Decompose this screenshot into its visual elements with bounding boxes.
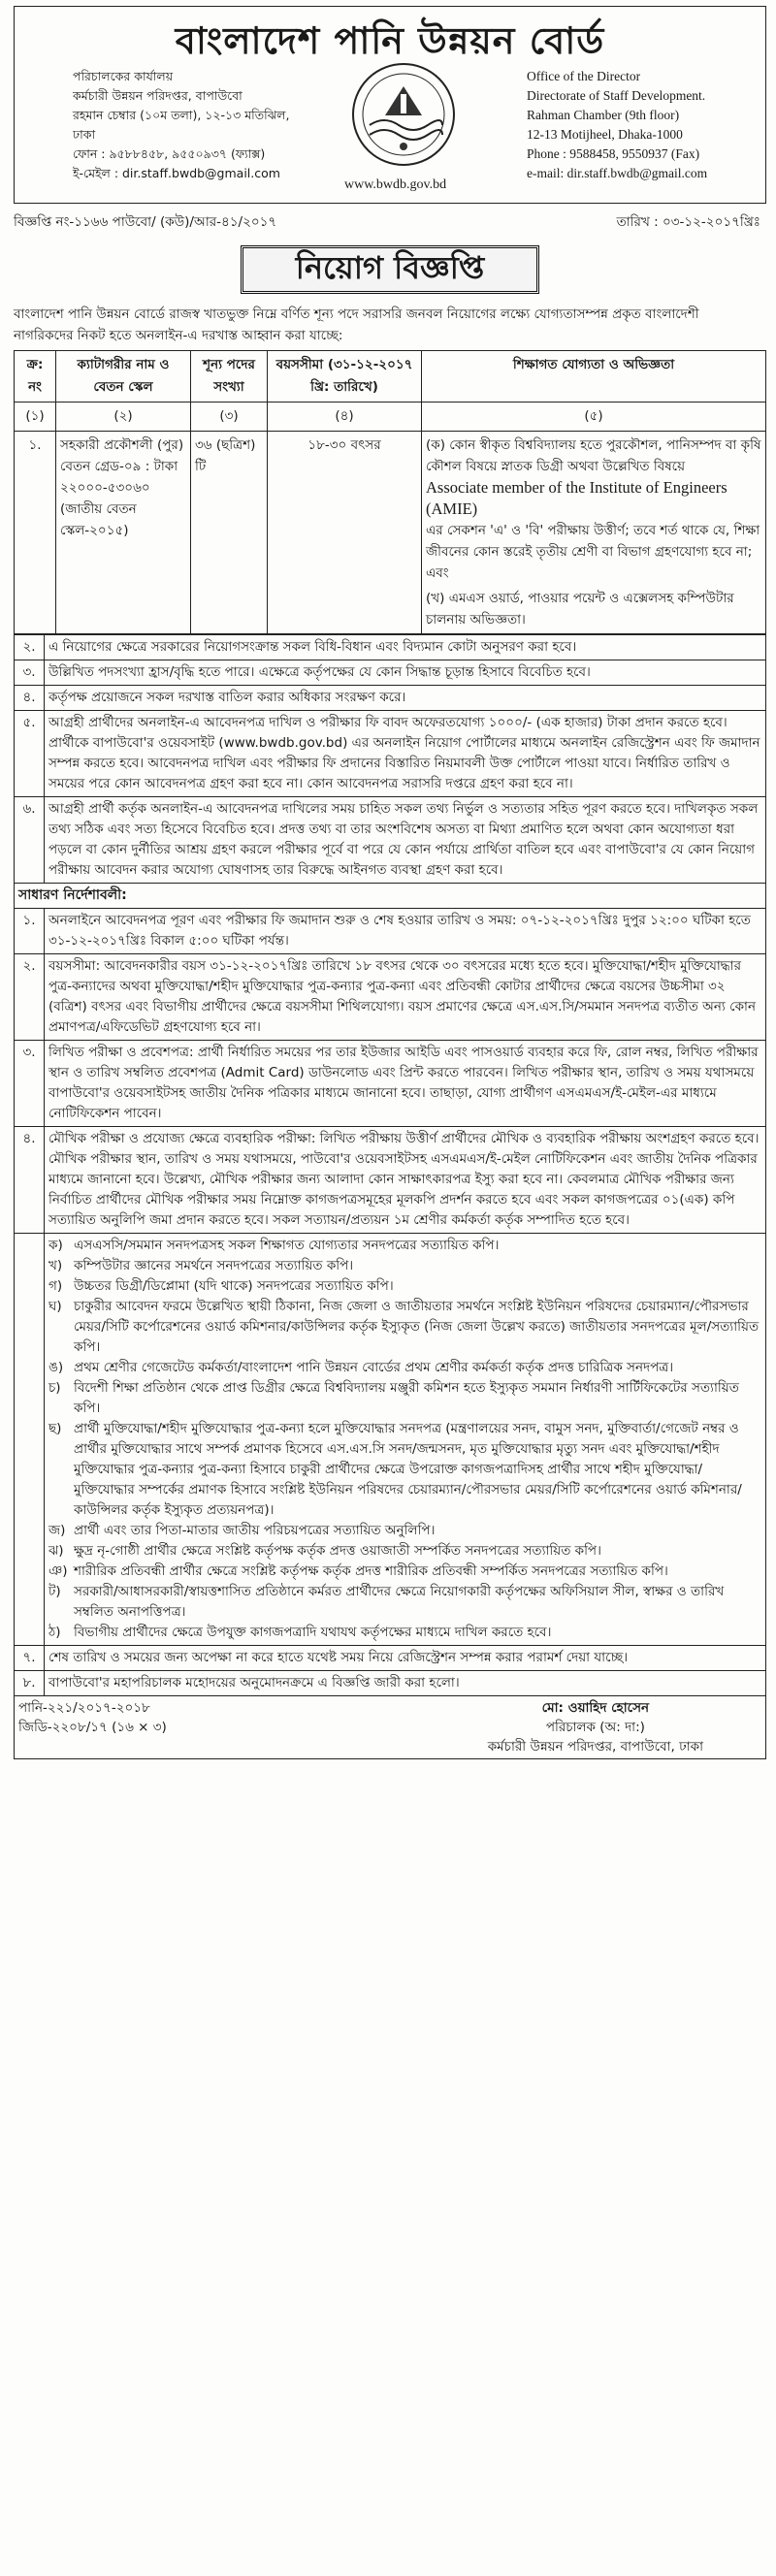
- col-number: (২): [56, 402, 191, 432]
- item-number: ৭.: [15, 1646, 45, 1671]
- list-item: [15, 954, 766, 1041]
- address-line: ফোন : ৯৫৮৮৪৫৮, ৯৫৫০৯৩৭ (ফ্যাক্স): [73, 146, 266, 161]
- document-item: [48, 1276, 761, 1297]
- bangla-address-block: [73, 67, 315, 183]
- item-text: আগ্রহী প্রার্থী কর্তৃক অনলাইন-এ আবেদনপত্র দাখিলের সময় চাহিত সকল তথ্য নির্ভুল ও সত্যতার সহিত পূরণ করতে হবে। দাখিলকৃত সকল তথ্য সঠিক এবং সত্য হিসেবে বিবেচিত হবে। প্রদত্ত তথ্য বা তার অংশবিশেষ অসত্য বা মিথ্যা প্রমাণিত হলে অথবা কোন অযোগ্যতা ধরা পড়লে বা কোন দুর্নীতির আশ্রয় গ্রহণ করলে পরীক্ষার পূর্বে বা পরে যে কোন পর্যায়ে প্রার্থিতা বাতিল হবে এবং বাপাউবো'র যে কোন নিয়োগ পরীক্ষায় আবেদন করার অযোগ্য ঘোষণাসহ তার বিরুদ্ধে আইনগত ব্যবস্থা গ্রহণ করা হবে।: [45, 797, 766, 884]
- item-text: বয়সসীমা: আবেদনকারীর বয়স ৩১-১২-২০১৭খ্রিঃ তারিখে ১৮ বৎসর থেকে ৩০ বৎসরের মধ্যে হতে হবে। মুক্তিযোদ্ধা/শহীদ মুক্তিযোদ্ধার পুত্র-কন্যাদের অথবা মুক্তিযোদ্ধা/শহীদ মুক্তিযোদ্ধার পুত্র-কন্যার পুত্র-কন্যা এবং প্রতিবন্ধী কোটার প্রার্থীদের ক্ষেত্রে বয়সের উচ্চসীমা ৩২ (বত্রিশ) বৎসর এবং বিভাগীয় প্রার্থীদের ক্ষেত্রে বয়সসীমা শিথিলযোগ্য। বয়স প্রমাণের ক্ষেত্রে এস.এস.সি/সমমান সনদপত্র ব্যতীত অন্য কোন প্রমাণপত্র/এফিডেভিট গ্রহণযোগ্য হবে না।: [45, 954, 766, 1041]
- item-text: কর্তৃপক্ষ প্রয়োজনে সকল দরখাস্ত বাতিল করার অধিকার সংরক্ষণ করে।: [45, 686, 766, 711]
- address-line: কর্মচারী উন্নয়ন পরিদপ্তর, বাপাউবো: [73, 88, 242, 103]
- item-text: মৌখিক পরীক্ষা ও প্রযোজ্য ক্ষেত্রে ব্যবহারিক পরীক্ষা: লিখিত পরীক্ষায় উত্তীর্ণ প্রার্থীদের মৌখিক ও ব্যবহারিক পরীক্ষায় অংশগ্রহণ করতে হবে। মৌখিক পরীক্ষার স্থান, তারিখ ও সময় যথাসময়ে, পাউবো'র ওয়েবসাইটসহ এসএমএস/ই-মেইল নোটিফিকেশন এবং জাতীয় দৈনিক পত্রিকার মাধ্যমে জানানো হবে। উল্লেখ্য, মৌখিক পরীক্ষার জন্য আলাদা কোন সাক্ষাৎকারপত্র ইস্যু করা হবে না। কেবলমাত্র মৌখিক পরীক্ষার জন্য নির্বাচিত প্রার্থীদের মৌখিক পরীক্ষার সময় নিম্নোক্ত কাগজপত্রসমূহের মূলকপি প্রদর্শন করতে হবে এবং সকল কাগজপত্রের ০১(এক) কপি সত্যায়িত অনুলিপি জমা প্রদান করতে হবে। সকল সত্যায়ন/প্রত্যয়ন ১ম শ্রেণীর কর্মকর্তা কর্তৃক সম্পাদিত হতে হবে।: [45, 1127, 766, 1234]
- publication-code: পানি-২২১/২০১৭-২০১৮: [18, 1700, 150, 1716]
- doc-label: ঙ): [48, 1360, 64, 1375]
- document-item: [48, 1623, 761, 1643]
- category-cell: সহকারী প্রকৌশলী (পুর) বেতন গ্রেড-০৯ : টাকা ২২০০০-৫৩০৬০ (জাতীয় বেতন স্কেল-২০১৫): [56, 432, 191, 634]
- address-line: Phone : 9588458, 9550937 (Fax): [527, 146, 700, 161]
- list-item: [15, 1646, 766, 1671]
- item-text: শেষ তারিখ ও সময়ের জন্য অপেক্ষা না করে হাতে যথেষ্ট সময় নিয়ে রেজিস্ট্রেশন সম্পন্ন করার পরামর্শ দেয়া যাচ্ছে।: [45, 1646, 766, 1671]
- document-item: [48, 1562, 761, 1582]
- item-text: এ নিয়োগের ক্ষেত্রে সরকারের নিয়োগসংক্রান্ত সকল বিধি-বিধান এবং বিদ্যমান কোটা অনুসরণ করা হবে।: [45, 635, 766, 660]
- footer-row: [15, 1696, 766, 1759]
- col-number: (১): [15, 402, 56, 432]
- col-header: বয়সসীমা (৩১-১২-২০১৭ খ্রি: তারিখে): [268, 351, 422, 402]
- item-number: ৩.: [15, 1041, 45, 1127]
- address-line: ই-মেইল : dir.staff.bwdb@gmail.com: [73, 166, 280, 180]
- item-text: লিখিত পরীক্ষা ও প্রবেশপত্র: প্রার্থী নির্ধারিত সময়ের পর তার ইউজার আইডি এবং পাসওয়ার্ড ব্যবহার করে ফি, রোল নম্বর, লিখিত পরীক্ষার স্থান ও তারিখ সম্বলিত প্রবেশপত্র (Admit Card) ডাউনলোড এবং প্রিন্ট করতে পারবেন। লিখিত পরীক্ষার স্থান, তারিখ ও সময় যথাসময়ে বাপাউবো'র ওয়েবসাইটসহ জাতীয় দৈনিক পত্রিকার মাধ্যমে জানানো হবে। তাছাড়া, যোগ্য প্রার্থীগণ এসএমএস/ই-মেইল-এর মাধ্যমে নোটিফিকেশন পাবেন।: [45, 1041, 766, 1127]
- document-item: [48, 1419, 761, 1521]
- list-item: [15, 1671, 766, 1696]
- doc-label: ঘ): [48, 1299, 62, 1314]
- doc-text: বিভাগীয় প্রার্থীদের ক্ষেত্রে উপযুক্ত কাগজপত্রাদি যথাযথ কর্তৃপক্ষের মাধ্যমে দাখিল করতে হবে।: [74, 1625, 552, 1640]
- col-header: ক্র: নং: [15, 351, 56, 402]
- item-text: অনলাইনে আবেদনপত্র পূরণ এবং পরীক্ষার ফি জমাদান শুরু ও শেষ হওয়ার তারিখ ও সময়: ০৭-১২-২০১৭খ্রিঃ দুপুর ১২:০০ ঘটিকা হতে ৩১-১২-২০১৭খ্রিঃ বিকাল ৫:০০ ঘটিকা পর্যন্ত।: [45, 909, 766, 954]
- list-item: [15, 1127, 766, 1234]
- doc-text: চাকুরীর আবেদন ফরমে উল্লেখিত স্থায়ী ঠিকানা, নিজ জেলা ও জাতীয়তার সমর্থনে সংশ্লিষ্ট ইউনিয়ন পরিষদের চেয়ারম্যান/পৌরসভার মেয়র/সিটি কর্পোরেশনের ওয়ার্ড কমিশনার/কাউন্সিলর কর্তৃক ইস্যুকৃত (নিজ জেলা উল্লেখ করতে) জাতীয়তার সনদপত্রের মূল/সত্যায়িত কপি।: [74, 1299, 760, 1355]
- document-item: [48, 1358, 761, 1378]
- qualification-a-cont: এর সেকশন 'এ' ও 'বি' পরীক্ষায় উত্তীর্ণ; তবে শর্ত থাকে যে, শিক্ষা জীবনের কোন স্তরেই তৃতীয় শ্রেণী বা বিভাগ গ্রহণযোগ্য হবে না; এবং: [426, 523, 760, 581]
- doc-text: বিদেশী শিক্ষা প্রতিষ্ঠান থেকে প্রাপ্ত ডিগ্রীর ক্ষেত্রে বিশ্ববিদ্যালয় মঞ্জুরী কমিশন হতে ইস্যুকৃত সমমান নির্ধারণী সার্টিফিকেটের সত্যায়িত কপি।: [74, 1380, 739, 1416]
- blank-cell: [15, 1234, 45, 1646]
- memo-number: বিজ্ঞপ্তি নং-১১৬৬ পাউবো/ (কউ)/আর-৪১/২০১৭: [14, 214, 277, 230]
- doc-label: ঞ): [48, 1563, 68, 1579]
- address-line: রহমান চেম্বার (১০ম তলা), ১২-১৩ মতিঝিল, ঢাকা: [73, 108, 290, 142]
- footer-left: [18, 1698, 167, 1756]
- col-number: (৫): [422, 402, 766, 432]
- doc-label: ঠ): [48, 1625, 61, 1640]
- footer-cell: [15, 1696, 766, 1759]
- doc-label: গ): [48, 1278, 63, 1294]
- document-item: [48, 1378, 761, 1419]
- item-number: ৬.: [15, 797, 45, 884]
- document-item: [48, 1256, 761, 1276]
- col-number: (৩): [191, 402, 268, 432]
- qualification-amie: Associate member of the Institute of Engineers (AMIE): [426, 478, 728, 518]
- address-line: পরিচালকের কার্যালয়: [73, 69, 174, 83]
- address-line: Rahman Chamber (9th floor): [527, 108, 680, 122]
- col-header: ক্যাটাগরীর নাম ও বেতন স্কেল: [56, 351, 191, 402]
- letterhead: [14, 6, 766, 204]
- item-number: ৫.: [15, 711, 45, 797]
- qualification-b: (খ) এমএস ওয়ার্ড, পাওয়ার পয়েন্ট ও এক্সেলসহ কম্পিউটার চালনায় অভিজ্ঞতা।: [426, 591, 734, 628]
- serial-cell: ১.: [15, 432, 56, 634]
- table-row: [15, 432, 766, 634]
- memo-date: তারিখ : ০৩-১২-২০১৭খ্রিঃ: [616, 214, 760, 230]
- list-item: [15, 711, 766, 797]
- item-text: বাপাউবো'র মহাপরিচালক মহোদয়ের অনুমোদনক্রমে এ বিজ্ঞপ্তি জারী করা হলো।: [45, 1671, 766, 1696]
- item-number: ৪.: [15, 686, 45, 711]
- col-header: শিক্ষাগত যোগ্যতা ও অভিজ্ঞতা: [422, 351, 766, 402]
- list-item: [15, 1041, 766, 1127]
- qualification-a: (ক) কোন স্বীকৃত বিশ্ববিদ্যালয় হতে পুরকৌশল, পানিসম্পদ বা কৃষি কৌশল বিষয়ে স্নাতক ডিগ্রী অথবা উল্লেখিত বিষয়ে: [426, 437, 761, 474]
- item-number: ২.: [15, 954, 45, 1041]
- doc-label: ছ): [48, 1421, 62, 1436]
- doc-label: ক): [48, 1238, 63, 1253]
- general-heading-row: [15, 884, 766, 909]
- item-number: ৪.: [15, 1127, 45, 1234]
- doc-text: শারীরিক প্রতিবন্ধী প্রার্থীর ক্ষেত্রে সংশ্লিষ্ট কর্তৃপক্ষ কর্তৃক প্রদত্ত শারীরিক প্রতিবন্ধী সম্পর্কিত সনদপত্রের সত্যায়িত কপি।: [74, 1563, 668, 1579]
- item-number: ৮.: [15, 1671, 45, 1696]
- list-item: [15, 797, 766, 884]
- list-item: [15, 660, 766, 686]
- document-item: [48, 1582, 761, 1623]
- doc-label: খ): [48, 1258, 63, 1273]
- list-item: [15, 909, 766, 954]
- organization-name: বাংলাদেশ পানি উন্নয়ন বোর্ড: [175, 19, 605, 62]
- document-list-row: [15, 1234, 766, 1646]
- item-text: উল্লিখিত পদসংখ্যা হ্রাস/বৃদ্ধি হতে পারে। এক্ষেত্রে কর্তৃপক্ষের যে কোন সিদ্ধান্ত চূড়ান্ত হিসাবে বিবেচিত হবে।: [45, 660, 766, 686]
- doc-text: সরকারী/আধাসরকারী/স্বায়ত্তশাসিত প্রতিষ্ঠানে কর্মরত প্রার্থীদের ক্ষেত্রে নিয়োগকারী কর্তৃপক্ষের অফিসিয়াল সীল, স্বাক্ষর ও তারিখ সম্বলিত অনাপত্তিপত্র।: [74, 1584, 725, 1620]
- signer-name: মো: ওয়াহিদ হোসেন: [541, 1700, 650, 1716]
- col-number: (৪): [268, 402, 422, 432]
- reference-row: [14, 204, 766, 238]
- footer: [18, 1698, 761, 1756]
- doc-text: প্রার্থী মুক্তিযোদ্ধা/শহীদ মুক্তিযোদ্ধার পুত্র-কন্যা হলে মুক্তিযোদ্ধার সনদপত্র (মন্ত্রণালয়ের সনদ, বামুস সনদ, মুক্তিবার্তা/গেজেট নম্বর ও প্রার্থীর মুক্তিযোদ্ধার সাথে সম্পর্ক প্রমাণক হিসেবে এস.এস.সি সনদ/জন্মসনদ, মৃত মুক্তিযোদ্ধার মৃত্যু সনদ এবং মুক্তিযোদ্ধা/শহীদ মুক্তিযোদ্ধার পুত্র-কন্যার পুত্র-কন্যা হিসাবে চাকুরী প্রার্থীদের ক্ষেত্রে উপরোক্ত কাগজপত্রাদিসহ প্রার্থীর সাথে শহীদ মুক্তিযোদ্ধা/মুক্তিযোদ্ধার সম্পর্কের প্রমাণক হিসাবে সংশ্লিষ্ট ইউনিয়ন পরিষদের চেয়ারম্যান/পৌরসভার মেয়র/সিটি কর্পোরেশনের ওয়ার্ড কমিশনার/কাউন্সিলর কর্তৃক ইস্যুকৃত প্রত্যয়নপত্র)।: [74, 1421, 742, 1518]
- notice-title: নিয়োগ বিজ্ঞপ্তি: [241, 245, 539, 294]
- address-line: Office of the Director: [527, 69, 641, 83]
- address-line: 12-13 Motijheel, Dhaka-1000: [527, 127, 683, 142]
- column-number-row: [15, 402, 766, 432]
- doc-text: কম্পিউটার জ্ঞানের সমর্থনে সনদপত্রের সত্যায়িত কপি।: [74, 1258, 354, 1273]
- bwdb-emblem-icon: [350, 61, 457, 168]
- terms-table: [14, 634, 766, 1759]
- gd-code: জিডি-২২০৮/১৭ (১৬ × ৩): [18, 1720, 167, 1735]
- doc-text: ক্ষুদ্র নৃ-গোষ্ঠী প্রার্থীর ক্ষেত্রে সংশ্লিষ্ট কর্তৃপক্ষ কর্তৃক প্রদত্ত ওয়াজাতী সম্পর্কিত সনদপত্রের সত্যায়িত কপি।: [74, 1543, 601, 1559]
- item-text: আগ্রহী প্রার্থীদের অনলাইন-এ আবেদনপত্র দাখিল ও পরীক্ষার ফি বাবদ অফেরতযোগ্য ১০০০/- (এক হাজার) টাকা প্রদান করতে হবে। প্রার্থীকে বাপাউবো'র ওয়েবসাইট (www.bwdb.gov.bd) এর অনলাইন নিয়োগ পোর্টালের মাধ্যমে অনলাইন রেজিস্ট্রেশন এবং ফি জমাদান সম্পন্ন করতে হবে। আবেদনপত্র দাখিল এবং পরীক্ষার ফি প্রদানের বিস্তারিত নিয়মাবলী উক্ত পোর্টালে পাওয়া যাবে। নির্ধারিত তারিখ ও সময়ের পরে কোন আবেদনপত্র গ্রহণ করা হবে না। কোন আবেদনপত্র সরাসরি দপ্তরে গ্রহণ করা হবে না।: [45, 711, 766, 797]
- item-number: ২.: [15, 635, 45, 660]
- document-item: [48, 1236, 761, 1256]
- document-item: [48, 1521, 761, 1541]
- general-heading: সাধারণ নির্দেশাবলী:: [15, 884, 766, 909]
- signature-block: [488, 1698, 703, 1756]
- document-item: [48, 1541, 761, 1562]
- address-line: Directorate of Staff Development.: [527, 88, 706, 103]
- item-number: ১.: [15, 909, 45, 954]
- post-table: [14, 350, 766, 634]
- doc-text: এসএসসি/সমমান সনদপত্রসহ সকল শিক্ষাগত যোগ্যতার সনদপত্রের সত্যায়িত কপি।: [74, 1238, 500, 1253]
- signer-office: কর্মচারী উন্নয়ন পরিদপ্তর, বাপাউবো, ঢাকা: [487, 1739, 703, 1755]
- address-line: e-mail: dir.staff.bwdb@gmail.com: [527, 166, 708, 180]
- doc-text: প্রথম শ্রেণীর গেজেটেড কর্মকর্তা/বাংলাদেশ পানি উন্নয়ন বোর্ডের প্রথম শ্রেণীর কর্মকর্তা কর্তৃক প্রদত্ত চারিত্রিক সনদপত্র।: [74, 1360, 674, 1375]
- doc-label: চ): [48, 1380, 61, 1396]
- english-address-block: [527, 67, 769, 183]
- list-item: [15, 686, 766, 711]
- col-header: শূন্য পদের সংখ্যা: [191, 351, 268, 402]
- signer-designation: পরিচালক (অ: দা:): [545, 1720, 645, 1735]
- intro-paragraph: বাংলাদেশ পানি উন্নয়ন বোর্ডে রাজস্ব খাতভুক্ত নিম্নে বর্ণিত শূন্য পদে সরাসরি জনবল নিয়োগের লক্ষ্যে যোগ্যতাসম্পন্ন প্রকৃত বাংলাদেশী নাগরিকদের নিকট হতে অনলাইন-এ দরখাস্ত আহ্বান করা যাচ্ছে:: [14, 306, 699, 343]
- table-header-row: [15, 351, 766, 402]
- document-item: [48, 1297, 761, 1358]
- doc-label: জ): [48, 1523, 66, 1538]
- qualification-cell: [422, 432, 766, 634]
- posts-cell: ৩৬ (ছত্রিশ) টি: [191, 432, 268, 634]
- doc-text: প্রার্থী এবং তার পিতা-মাতার জাতীয় পরিচয়পত্রের সত্যায়িত অনুলিপি।: [74, 1523, 436, 1538]
- website-link[interactable]: www.bwdb.gov.bd: [344, 177, 447, 192]
- list-item: [15, 635, 766, 660]
- doc-text: উচ্চতর ডিগ্রী/ডিপ্লোমা (যদি থাকে) সনদপত্রের সত্যায়িত কপি।: [74, 1278, 394, 1294]
- doc-label: ঝ): [48, 1543, 64, 1559]
- item-number: ৩.: [15, 660, 45, 686]
- age-cell: ১৮-৩০ বৎসর: [268, 432, 422, 634]
- document-list: [45, 1234, 766, 1646]
- doc-label: ট): [48, 1584, 61, 1599]
